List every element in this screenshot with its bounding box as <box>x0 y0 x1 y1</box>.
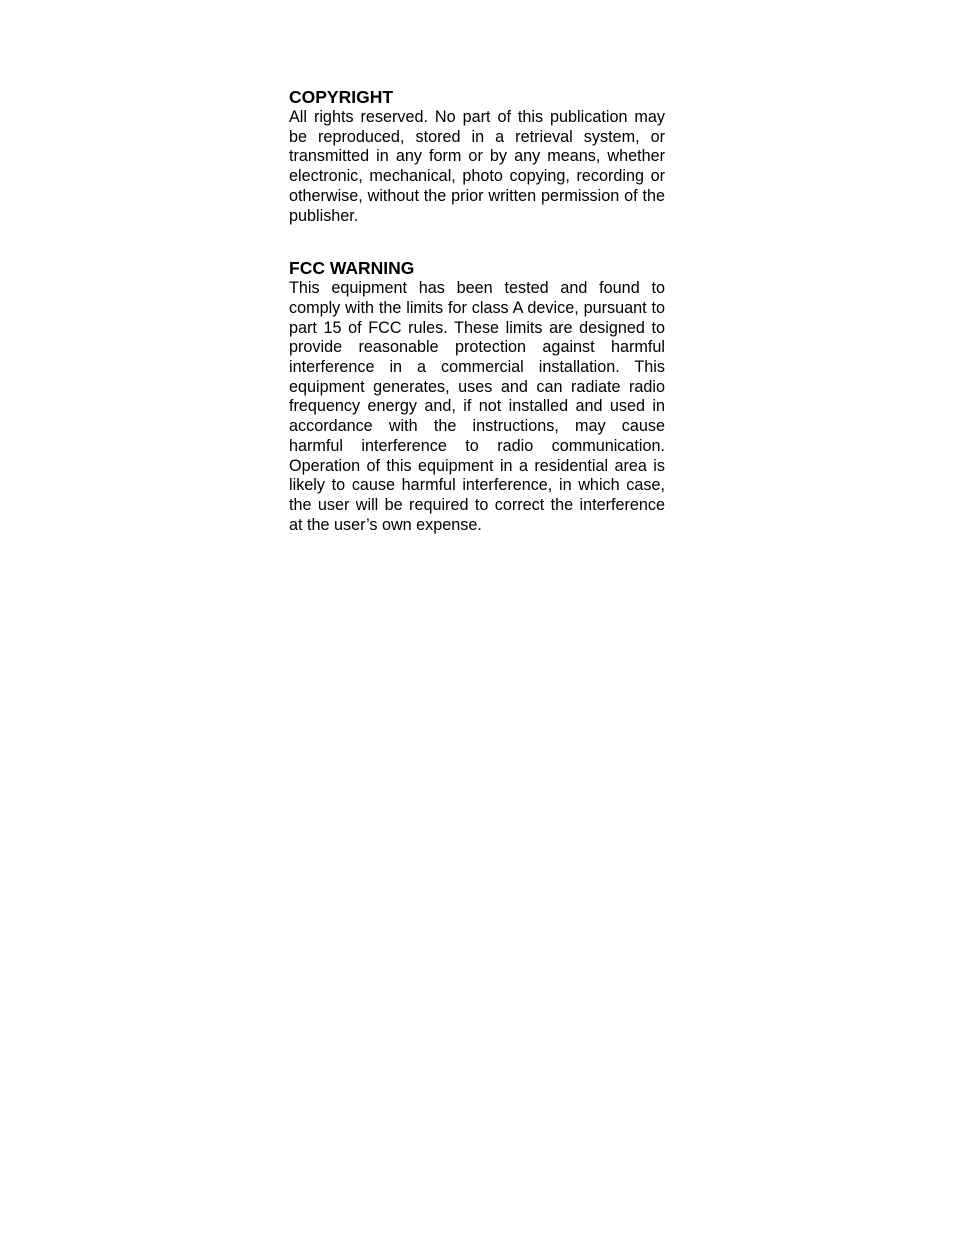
fcc-warning-text: This equipment has been tested and found to comply with the limits for class A device, pursuant to part 15 of FCC rules. These limits are designed to provide reasonable protection against harmful interference in a commercial installation. This equipment generates, uses and can radiate radio frequency energy and, if not installed and used in accordance with the instructions, may cause harmful interference to radio communication. Operation of this equipment in a residential area is likely to cause harmful interference, in which case, the user will be required to correct the interference at the user’s own expense. <box>289 279 665 534</box>
copyright-heading: COPYRIGHT <box>289 87 394 107</box>
fcc-warning-section <box>289 257 665 535</box>
document-column <box>289 86 665 535</box>
fcc-warning-heading: FCC WARNING <box>289 258 415 279</box>
copyright-text: All rights reserved. No part of this publication may be reproduced, stored in a retrieval system, or transmitted in any form or by any means, whether electronic, mechanical, photo copying, recording or otherwise, without the prior written permission of the publisher. <box>289 108 665 225</box>
copyright-section <box>289 86 665 226</box>
